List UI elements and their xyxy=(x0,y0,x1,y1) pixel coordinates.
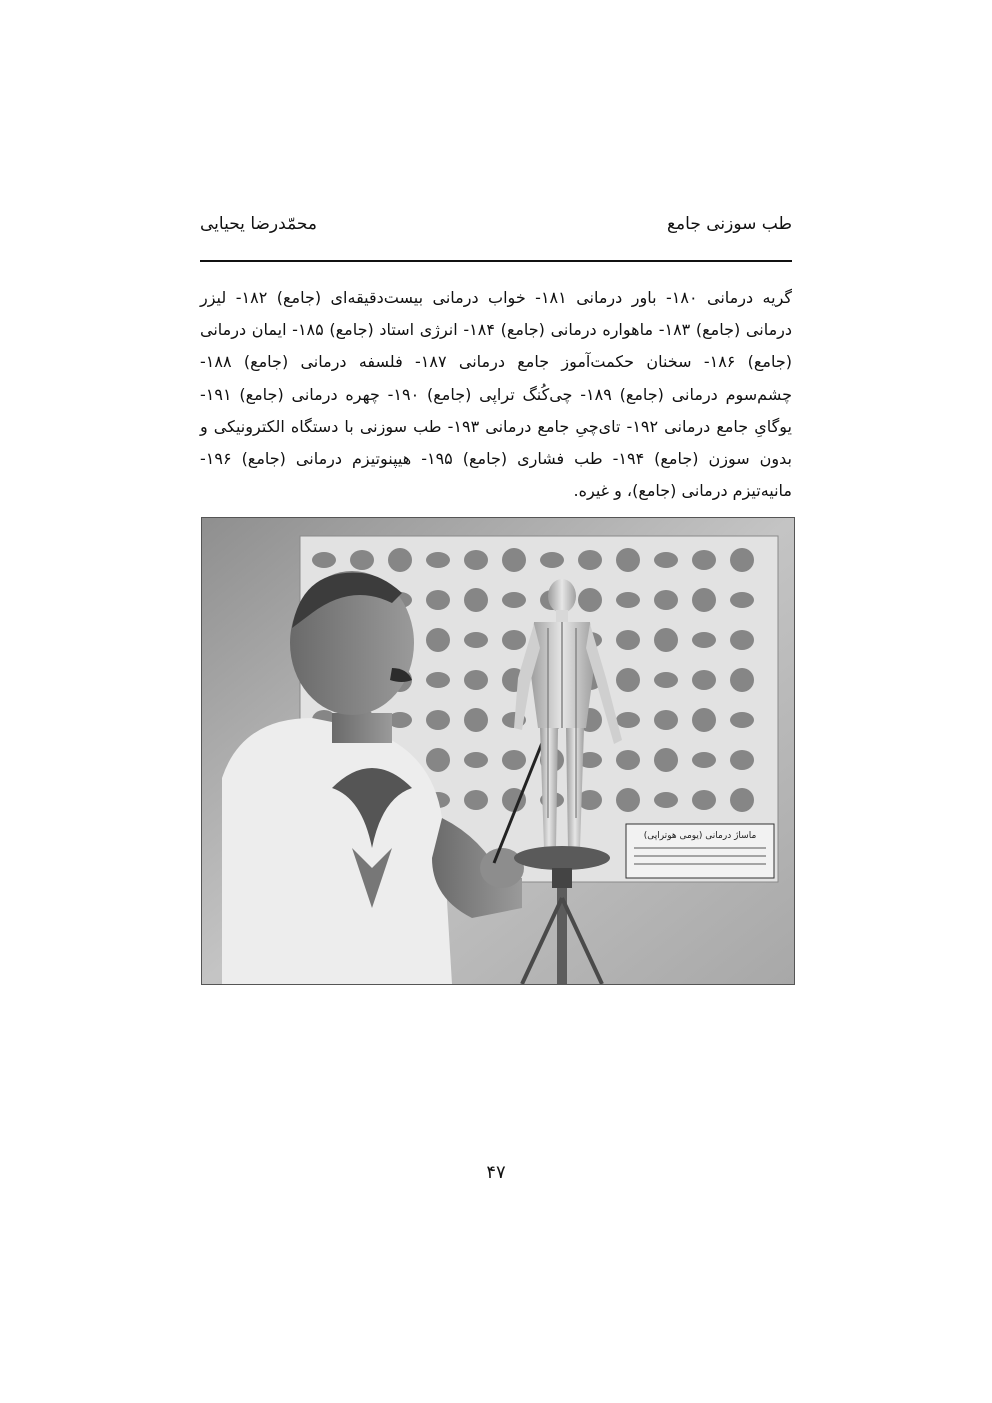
poster-figure xyxy=(654,590,678,610)
text-line: درمانی (جامع) ۱۸۳- ماهواره درمانی (جامع) ۱۸۴- انرژی استاد (جامع) ۱۸۵- ایمان درمانی xyxy=(200,320,792,340)
poster-figure xyxy=(730,788,754,812)
poster-figure xyxy=(578,550,602,570)
poster-figure xyxy=(502,630,526,650)
poster-figure xyxy=(388,548,412,572)
author-name: محمّدرضا یحیایی xyxy=(200,214,317,234)
poster-figure xyxy=(616,592,640,608)
poster-figure xyxy=(502,548,526,572)
poster-figure xyxy=(426,748,450,772)
running-header xyxy=(200,214,792,254)
poster-figure xyxy=(654,792,678,808)
poster-figure xyxy=(464,588,488,612)
poster-figure xyxy=(464,632,488,648)
poster-figure xyxy=(730,548,754,572)
poster-figure xyxy=(730,592,754,608)
poster-figure xyxy=(464,670,488,690)
poster-figure xyxy=(730,750,754,770)
poster-figure xyxy=(350,550,374,570)
page-number: ۴۷ xyxy=(486,1162,506,1183)
poster-figure xyxy=(312,552,336,568)
header-rule xyxy=(200,260,792,262)
text-line: گریه درمانی ۱۸۰- باور درمانی ۱۸۱- خواب درمانی بیست‌دقیقه‌ای (جامع) ۱۸۲- لیزر xyxy=(200,288,793,307)
poster-figure xyxy=(692,790,716,810)
poster-caption: ماساژ درمانی (یومی هوتراپی) xyxy=(643,831,757,841)
poster-figure xyxy=(426,552,450,568)
book-title: طب سوزنی جامع xyxy=(666,214,792,234)
text-line: (جامع) ۱۸۶- سخنان حکمت‌آموز جامع درمانی ۱۸۷- فلسفه درمانی (جامع) ۱۸۸- xyxy=(200,352,792,372)
poster-figure xyxy=(692,588,716,612)
poster-figure xyxy=(616,668,640,692)
poster-figure xyxy=(654,552,678,568)
poster-figure xyxy=(692,632,716,648)
body-paragraph xyxy=(200,282,792,507)
poster-figure xyxy=(692,550,716,570)
poster-figure xyxy=(616,630,640,650)
poster-figure xyxy=(654,710,678,730)
poster-figure xyxy=(616,712,640,728)
poster-figure xyxy=(654,672,678,688)
photo-illustration xyxy=(202,518,794,984)
poster-figure xyxy=(616,788,640,812)
poster-figure xyxy=(730,668,754,692)
poster-figure xyxy=(692,670,716,690)
text-line: یوگایِ جامع درمانی ۱۹۲- تای‌چیِ جامع درمانی ۱۹۳- طب سوزنی با دستگاه الکترونیکی و xyxy=(200,416,793,436)
poster-figure xyxy=(426,710,450,730)
poster-figure xyxy=(578,588,602,612)
poster-figure xyxy=(464,550,488,570)
poster-figure xyxy=(426,672,450,688)
poster-figure xyxy=(616,750,640,770)
poster-figure xyxy=(692,708,716,732)
poster-figure xyxy=(730,630,754,650)
poster-figure xyxy=(464,790,488,810)
poster-figure xyxy=(730,712,754,728)
poster-figure xyxy=(540,552,564,568)
photograph xyxy=(201,517,795,985)
text-line: مانیه‌تیزم درمانی (جامع)، و غیره. xyxy=(573,481,792,501)
poster-figure xyxy=(502,592,526,608)
poster-figure xyxy=(654,748,678,772)
poster-figure xyxy=(426,628,450,652)
poster-figure xyxy=(426,590,450,610)
text-line: بدون سوزن (جامع) ۱۹۴- طب فشاری (جامع) ۱۹۵- هیپنوتیزم درمانی (جامع) ۱۹۶- xyxy=(200,449,792,469)
poster-figure xyxy=(502,750,526,770)
poster-figure xyxy=(692,752,716,768)
poster-figure xyxy=(464,752,488,768)
poster-figure xyxy=(654,628,678,652)
poster-figure xyxy=(616,548,640,572)
text-line: چشم‌سوم درمانی (جامع) ۱۸۹- چی‌کُنگ تراپی (جامع) ۱۹۰- چهره درمانی (جامع) ۱۹۱- xyxy=(200,384,792,404)
poster-figure xyxy=(464,708,488,732)
